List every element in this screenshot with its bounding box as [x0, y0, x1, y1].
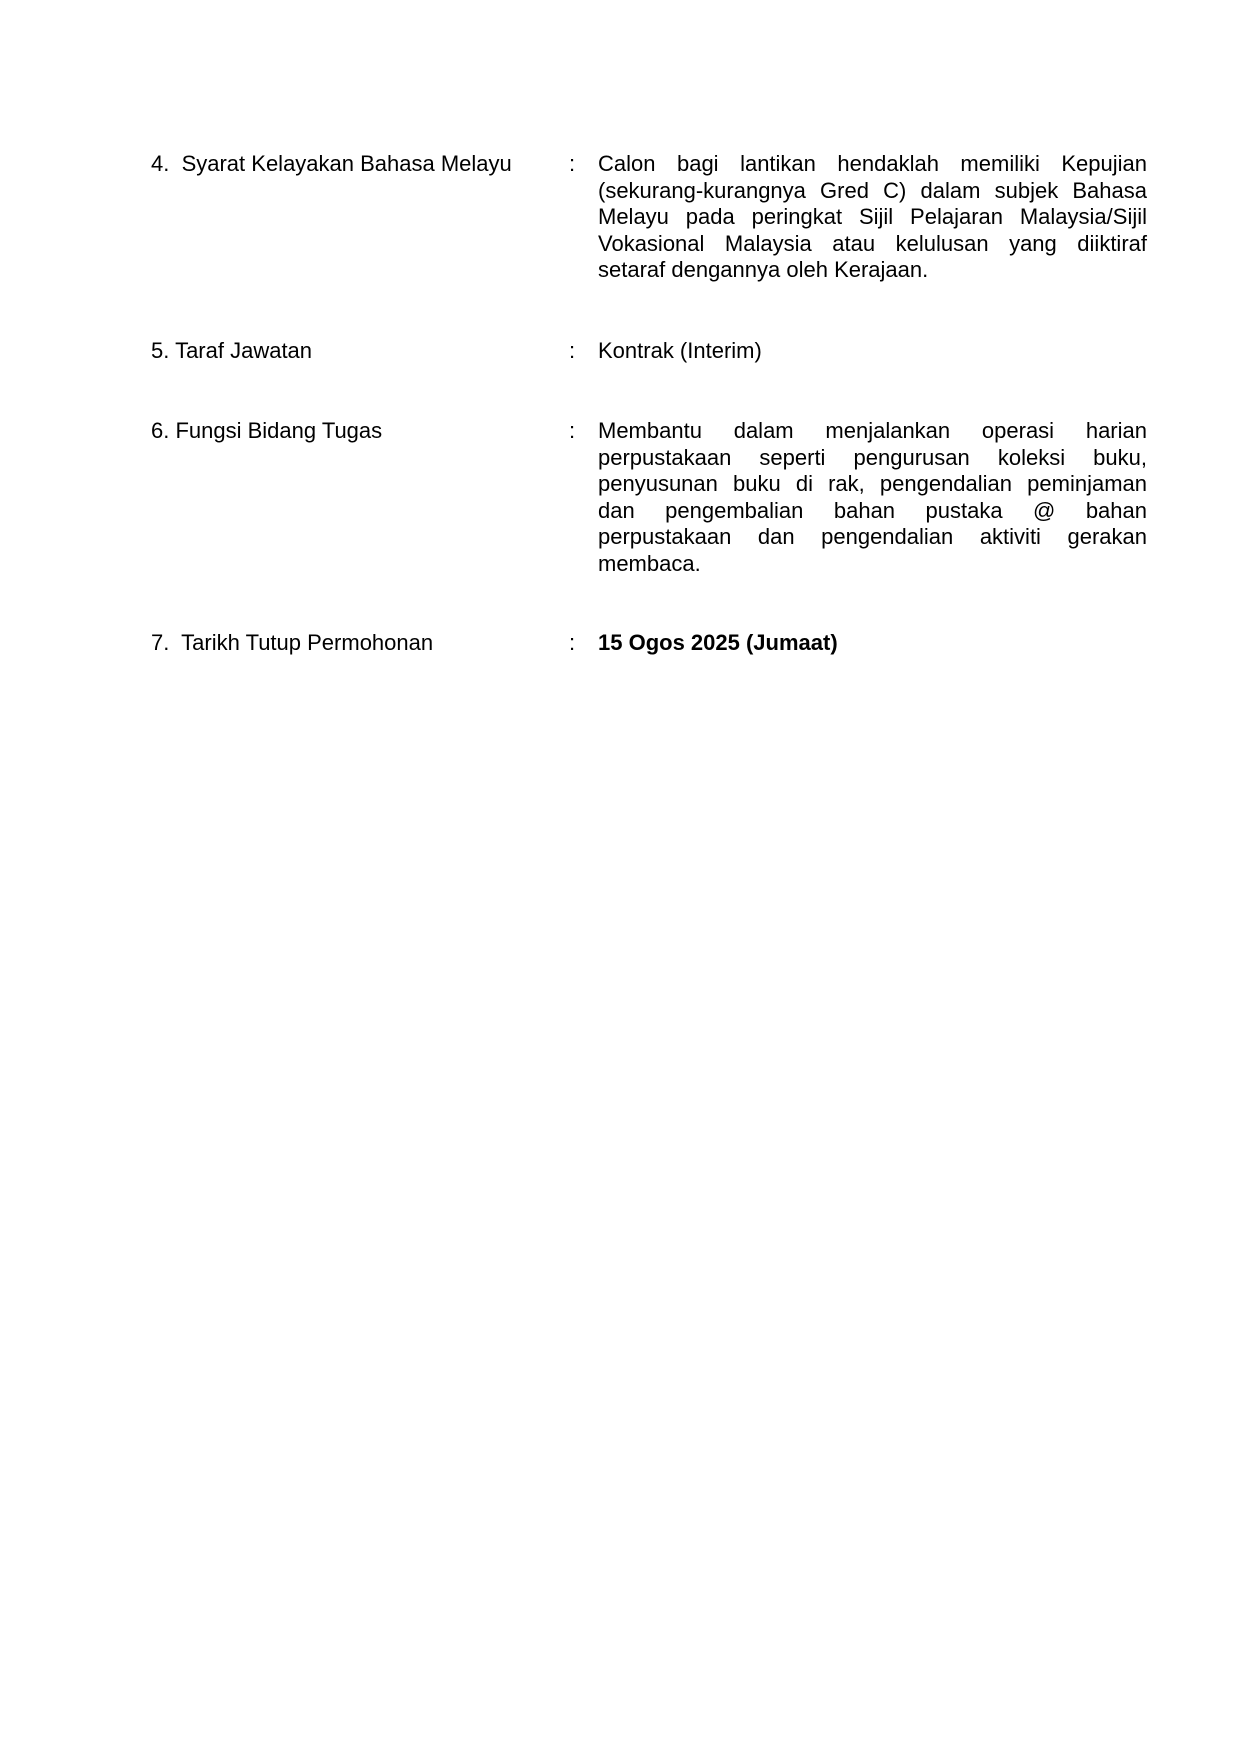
item-label: 7. Tarikh Tutup Permohonan	[151, 630, 434, 655]
value-line: Membantu dalam menjalankan operasi harian	[598, 418, 1147, 443]
item-colon: :	[569, 151, 576, 176]
value-line: Vokasional Malaysia atau kelulusan yang diiktiraf	[598, 230, 1147, 256]
value-line: perpustakaan seperti pengurusan koleksi buku,	[598, 444, 1147, 470]
value-line: Melayu pada peringkat Sijil Pelajaran Malaysia/Sijil	[598, 204, 1147, 229]
value-line: setaraf dengannya oleh Kerajaan.	[598, 257, 929, 282]
value-line: (sekurang-kurangnya Gred C) dalam subjek Bahasa	[598, 177, 1147, 203]
item-label: 6. Fungsi Bidang Tugas	[151, 418, 383, 443]
value-line: penyusunan buku di rak, pengendalian peminjaman	[598, 471, 1147, 496]
item-label: 4. Syarat Kelayakan Bahasa Melayu	[151, 151, 512, 176]
item-value	[598, 630, 1147, 657]
value-line: dan pengembalian bahan pustaka @ bahan	[598, 497, 1147, 523]
item-colon: :	[569, 338, 576, 363]
item-value	[598, 151, 1147, 284]
item-label: 5. Taraf Jawatan	[151, 338, 313, 363]
item-value	[598, 338, 1147, 365]
item-value	[598, 418, 1147, 577]
item-colon: :	[569, 418, 576, 443]
value-line: Kontrak (Interim)	[598, 338, 762, 363]
item-colon: :	[569, 630, 576, 655]
value-line: Calon bagi lantikan hendaklah memiliki Kepujian	[598, 151, 1147, 176]
closing-date: 15 Ogos 2025 (Jumaat)	[598, 630, 838, 655]
value-line: membaca.	[598, 550, 701, 576]
value-line: perpustakaan dan pengendalian aktiviti gerakan	[598, 524, 1147, 549]
